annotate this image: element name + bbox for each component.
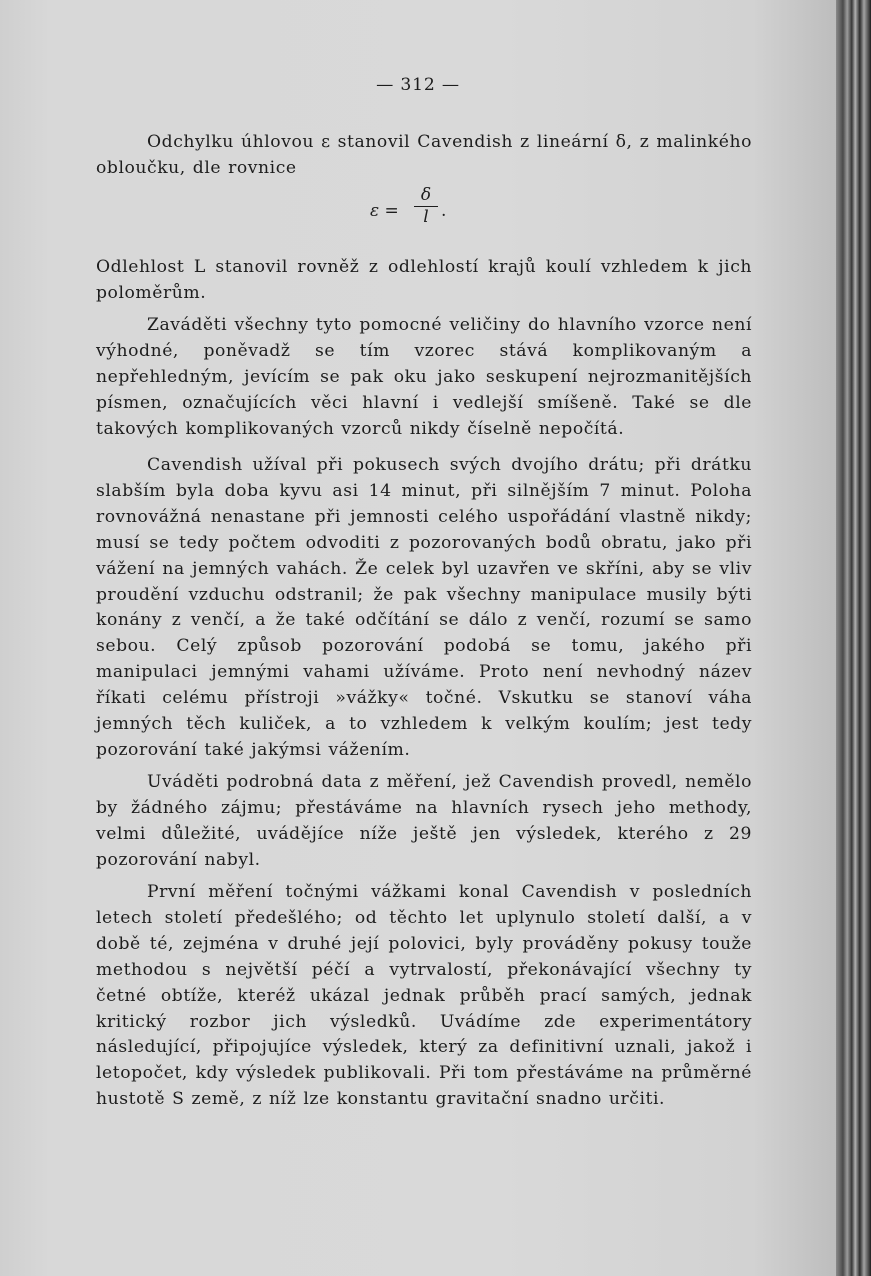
formula-numerator: δ: [420, 185, 432, 205]
paragraph-auxiliary-quantities: Zaváděti všechny tyto pomocné veličiny do hlavního vzorce není výhodné, poněvadž se tím vzorec stává komplikovaným a nepřehledným, jevícím se pak oku jako seskupení nejrozmanitějších písmen, označujících věci hlavní i vedlejší smíšeně. Také se dle takových komplikovaných vzorců nikdy číselně nepočítá.: [96, 315, 752, 439]
formula-denominator: l: [423, 207, 429, 227]
paragraph-wire-experiments: Cavendish užíval při pokusech svých dvojího drátu; při drátku slabším byla doba kyvu asi 14 minut, při silnějším 7 minut. Poloha rovnovážná nenastane při jemnosti celého uspořádání vlastně nikdy; musí se tedy počtem odvoditi z pozorovaných bodů obratu, jako při vážení na jemných vahách. Že celek byl uzavřen ve skříni, aby se vliv proudění vzduchu odstranil; že pak všechny manipulace musily býti konány z venčí, a že také odčítání se dálo z venčí, rozumí se samo sebou. Celý způsob pozorování podobá se tomu, jakého při manipulaci jemnými vahami užíváme. Proto není nevhodný název říkati celému přístroji »vážky« točné. Vskutku se stanoví váha jemných těch kuliček, a to vzhledem k velkým koulím; jest tedy pozorování také jakýmsi vážením.: [96, 455, 752, 760]
formula-lhs: ε =: [370, 201, 399, 221]
paragraph-distance: Odlehlost L stanovil rovněž z odlehlostí krajů koulí vzhledem k jich poloměrům.: [96, 257, 752, 303]
formula-epsilon: [365, 186, 475, 238]
formula-period: .: [441, 201, 447, 221]
formula-fraction: [414, 186, 438, 227]
page-edge-shadow: [836, 0, 871, 1276]
page-number: — 312 —: [376, 75, 460, 95]
paragraph-angle-deviation: Odchylku úhlovou ε stanovil Cavendish z lineární δ, z malinkého obloučku, dle rovnice: [96, 132, 752, 178]
paragraph-measurement-data: Uváděti podrobná data z měření, jež Cavendish provedl, nemělo by žádného zájmu; přestáváme na hlavních rysech jeho methody, velmi důležité, uvádějíce níže ještě jen výsledek, kterého z 29 pozorování nabyl.: [96, 772, 752, 870]
paragraph-first-measurements: První měření točnými vážkami konal Cavendish v posledních letech století předešlého; od těchto let uplynulo století další, a v době té, zejména v druhé její polovici, byly prováděny pokusy touže methodou s největší péčí a vytrvalostí, překonávající všechny ty četné obtíže, kteréž ukázal jednak průběh prací samých, jednak kritický rozbor jich výsledků. Uvádíme zde experimentátory následující, připojujíce výsledek, který za definitivní uznali, jakož i letopočet, kdy výsledek publikovali. Při tom přestáváme na průměrné hustotě S země, z níž lze konstantu gravitační snadno určiti.: [96, 882, 752, 1110]
